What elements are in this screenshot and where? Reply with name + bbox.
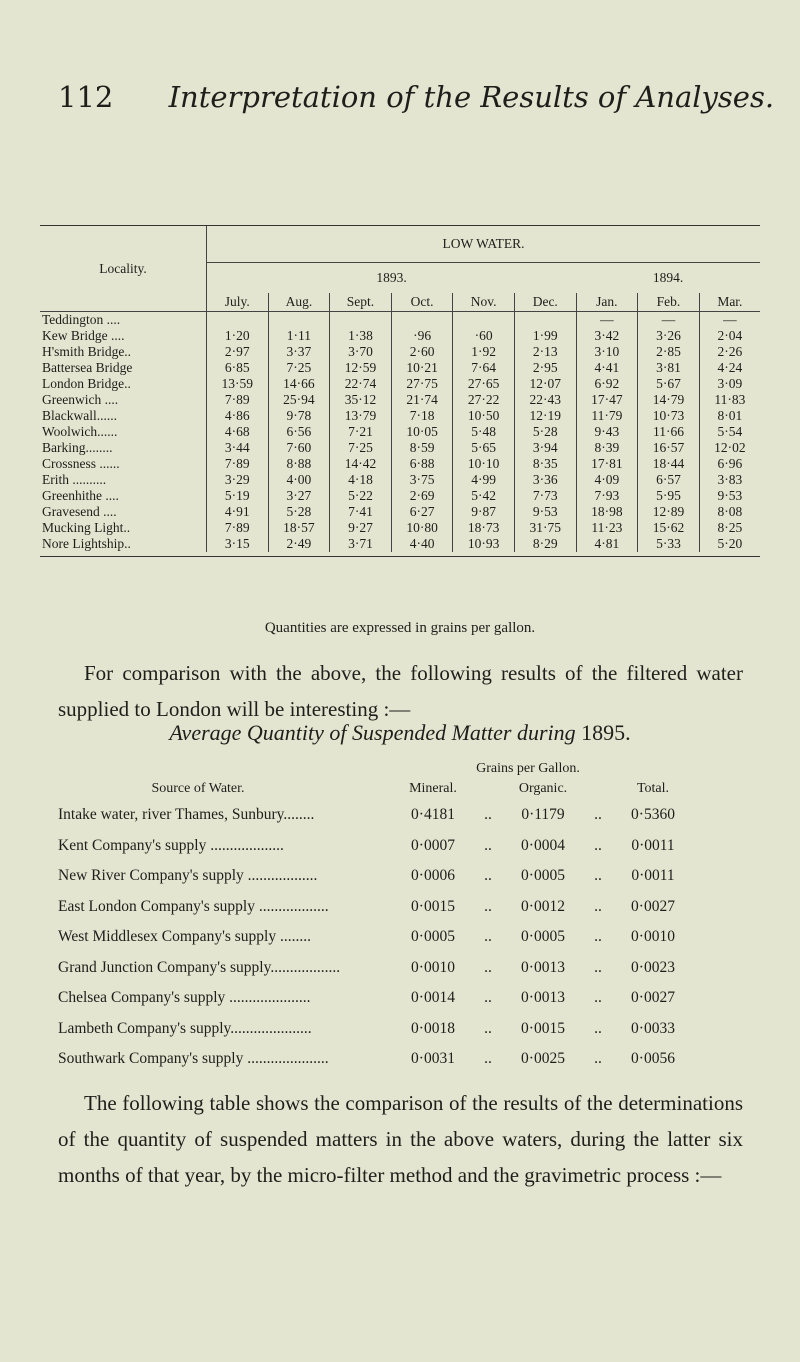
mineral-header: Mineral. <box>409 781 457 796</box>
month-header: July. <box>207 293 269 312</box>
value-cell: 3·15 <box>207 536 269 552</box>
year-1894: 1894. <box>576 263 760 294</box>
table-row <box>58 922 748 953</box>
locality-cell: Greenwich .... <box>42 392 119 407</box>
value-cell: 7·73 <box>514 488 576 504</box>
paragraph-comparison <box>58 655 743 727</box>
value-cell: 2·60 <box>391 344 453 360</box>
separator: .. <box>484 1050 492 1068</box>
value-cell: 1·99 <box>514 328 576 344</box>
value-cell: 2·04 <box>699 328 760 344</box>
source-cell: New River Company's supply .................. <box>58 867 318 885</box>
separator: .. <box>594 1019 602 1037</box>
organic-cell: 0·1179 <box>521 806 565 824</box>
value-cell: 10·10 <box>453 456 515 472</box>
total-cell: 0·0027 <box>631 989 675 1007</box>
locality-cell: H'smith Bridge.. <box>42 344 132 359</box>
value-cell: 3·36 <box>514 472 576 488</box>
value-cell: 11·79 <box>576 408 638 424</box>
total-cell: 0·5360 <box>631 806 675 824</box>
value-cell: 10·05 <box>391 424 453 440</box>
value-cell: 6·85 <box>207 360 269 376</box>
table-row <box>58 953 748 984</box>
value-cell: 18·98 <box>576 504 638 520</box>
table-row <box>40 456 760 472</box>
value-cell: 3·81 <box>638 360 700 376</box>
value-cell: 10·80 <box>391 520 453 536</box>
paragraph-text: For comparison with the above, the following results of the filtered water supplied to London will be interesting :— <box>58 661 743 721</box>
title-year: 1895. <box>581 720 631 745</box>
organic-cell: 0·0012 <box>521 897 565 915</box>
source-cell: Chelsea Company's supply ..................... <box>58 989 311 1007</box>
value-cell: 9·87 <box>453 504 515 520</box>
value-cell: 2·49 <box>268 536 330 552</box>
total-header: Total. <box>636 781 670 796</box>
value-cell: 7·25 <box>330 440 392 456</box>
value-cell: 35·12 <box>330 392 392 408</box>
value-cell: 7·18 <box>391 408 453 424</box>
low-water-title: LOW WATER. <box>207 226 761 263</box>
table-row <box>40 488 760 504</box>
value-cell: 9·43 <box>576 424 638 440</box>
value-cell: 8·39 <box>576 440 638 456</box>
table-row <box>58 892 748 923</box>
locality-cell: Crossness ...... <box>42 456 120 471</box>
value-cell: 11·23 <box>576 520 638 536</box>
mineral-cell: 0·0015 <box>411 897 455 915</box>
value-cell: 10·93 <box>453 536 515 552</box>
separator: .. <box>594 867 602 885</box>
separator: .. <box>594 897 602 915</box>
separator: .. <box>594 928 602 946</box>
value-cell: 13·59 <box>207 376 269 392</box>
table-row <box>58 861 748 892</box>
month-header: Sept. <box>330 293 392 312</box>
value-cell: 5·67 <box>638 376 700 392</box>
value-cell: 3·75 <box>391 472 453 488</box>
value-cell: 6·57 <box>638 472 700 488</box>
value-cell: 3·29 <box>207 472 269 488</box>
organic-cell: 0·0005 <box>521 867 565 885</box>
title-italic: Average Quantity of Suspended Matter during <box>169 720 576 745</box>
mineral-cell: 0·0018 <box>411 1019 455 1037</box>
value-cell: 3·42 <box>576 328 638 344</box>
table-row <box>40 472 760 488</box>
value-cell: 27·22 <box>453 392 515 408</box>
table-row <box>40 392 760 408</box>
month-header: Dec. <box>514 293 576 312</box>
value-cell: — <box>638 312 700 329</box>
value-cell: 22·43 <box>514 392 576 408</box>
value-cell: 4·18 <box>330 472 392 488</box>
table-row <box>40 328 760 344</box>
value-cell: 14·79 <box>638 392 700 408</box>
mineral-cell: 0·0014 <box>411 989 455 1007</box>
value-cell <box>330 312 392 329</box>
value-cell: 10·73 <box>638 408 700 424</box>
total-cell: 0·0011 <box>631 867 675 885</box>
value-cell: — <box>576 312 638 329</box>
value-cell: 9·53 <box>514 504 576 520</box>
locality-cell: Barking........ <box>42 440 113 455</box>
value-cell: 6·27 <box>391 504 453 520</box>
value-cell: 1·20 <box>207 328 269 344</box>
month-header: Mar. <box>699 293 760 312</box>
value-cell: 18·73 <box>453 520 515 536</box>
source-cell: West Middlesex Company's supply ........ <box>58 928 311 946</box>
mineral-cell: 0·0005 <box>411 928 455 946</box>
separator: .. <box>594 958 602 976</box>
value-cell: 9·78 <box>268 408 330 424</box>
value-cell: 4·09 <box>576 472 638 488</box>
table-row <box>58 1044 748 1075</box>
value-cell: 9·53 <box>699 488 760 504</box>
value-cell: 3·37 <box>268 344 330 360</box>
value-cell: 5·54 <box>699 424 760 440</box>
value-cell: 4·81 <box>576 536 638 552</box>
value-cell: 16·57 <box>638 440 700 456</box>
value-cell: 31·75 <box>514 520 576 536</box>
table-row <box>40 424 760 440</box>
locality-cell: Battersea Bridge <box>42 360 133 375</box>
value-cell: 17·47 <box>576 392 638 408</box>
separator: .. <box>594 836 602 854</box>
value-cell: 7·89 <box>207 456 269 472</box>
value-cell: 2·85 <box>638 344 700 360</box>
separator: .. <box>484 897 492 915</box>
value-cell: 5·20 <box>699 536 760 552</box>
source-cell: Southwark Company's supply ..................... <box>58 1050 329 1068</box>
value-cell: 5·95 <box>638 488 700 504</box>
value-cell: 4·24 <box>699 360 760 376</box>
value-cell: 4·99 <box>453 472 515 488</box>
suspended-matter-title <box>0 720 800 746</box>
value-cell: 4·00 <box>268 472 330 488</box>
source-cell: Kent Company's supply ................... <box>58 836 284 854</box>
total-cell: 0·0023 <box>631 958 675 976</box>
value-cell: — <box>699 312 760 329</box>
value-cell: 7·41 <box>330 504 392 520</box>
value-cell: 5·65 <box>453 440 515 456</box>
organic-cell: 0·0004 <box>521 836 565 854</box>
value-cell: 8·59 <box>391 440 453 456</box>
year-1893: 1893. <box>207 263 577 294</box>
value-cell: 5·28 <box>268 504 330 520</box>
table-row <box>40 312 760 329</box>
value-cell: 1·92 <box>453 344 515 360</box>
source-cell: East London Company's supply .................. <box>58 897 329 915</box>
value-cell: 27·65 <box>453 376 515 392</box>
locality-header: Locality. <box>40 226 207 312</box>
value-cell: 6·92 <box>576 376 638 392</box>
mineral-cell: 0·0031 <box>411 1050 455 1068</box>
organic-cell: 0·0013 <box>521 958 565 976</box>
value-cell: 13·79 <box>330 408 392 424</box>
value-cell: 3·70 <box>330 344 392 360</box>
organic-cell: 0·0013 <box>521 989 565 1007</box>
page-number: 112 <box>58 80 114 114</box>
value-cell <box>207 312 269 329</box>
month-header: Nov. <box>453 293 515 312</box>
value-cell: 14·42 <box>330 456 392 472</box>
value-cell: 4·86 <box>207 408 269 424</box>
value-cell: 4·40 <box>391 536 453 552</box>
value-cell: 7·21 <box>330 424 392 440</box>
table-row <box>40 536 760 552</box>
value-cell: 3·10 <box>576 344 638 360</box>
total-cell: 0·0010 <box>631 928 675 946</box>
value-cell: 2·13 <box>514 344 576 360</box>
mineral-cell: 0·0010 <box>411 958 455 976</box>
table-row <box>40 344 760 360</box>
table-row <box>40 440 760 456</box>
value-cell: 5·28 <box>514 424 576 440</box>
source-cell: Intake water, river Thames, Sunbury........ <box>58 806 315 824</box>
value-cell: 1·38 <box>330 328 392 344</box>
value-cell: 7·60 <box>268 440 330 456</box>
organic-cell: 0·0005 <box>521 928 565 946</box>
paragraph-text: The following table shows the comparison of the results of the determinations of the quantity of suspended matters in the above waters, during the latter six months of that year, by the micro-filter method and the gravimetric process :— <box>58 1091 743 1187</box>
separator: .. <box>484 1019 492 1037</box>
mineral-cell: 0·4181 <box>411 806 455 824</box>
table-row <box>40 376 760 392</box>
locality-cell: London Bridge.. <box>42 376 131 391</box>
total-cell: 0·0011 <box>631 836 675 854</box>
low-water-table <box>40 225 760 557</box>
value-cell <box>268 312 330 329</box>
locality-cell: Gravesend .... <box>42 504 117 519</box>
separator: .. <box>484 958 492 976</box>
value-cell: 5·42 <box>453 488 515 504</box>
value-cell: 9·27 <box>330 520 392 536</box>
locality-cell: Erith .......... <box>42 472 107 487</box>
source-header: Source of Water. <box>151 781 245 796</box>
separator: .. <box>484 989 492 1007</box>
value-cell: 18·57 <box>268 520 330 536</box>
table-row <box>58 1014 748 1045</box>
mineral-cell: 0·0007 <box>411 836 455 854</box>
value-cell: 6·96 <box>699 456 760 472</box>
mineral-cell: 0·0006 <box>411 867 455 885</box>
value-cell: 3·83 <box>699 472 760 488</box>
value-cell: 7·64 <box>453 360 515 376</box>
total-cell: 0·0033 <box>631 1019 675 1037</box>
value-cell: 8·29 <box>514 536 576 552</box>
month-header: Aug. <box>268 293 330 312</box>
running-title: Interpretation of the Results of Analyses. <box>168 80 775 114</box>
value-cell: 14·66 <box>268 376 330 392</box>
value-cell: 5·33 <box>638 536 700 552</box>
separator: .. <box>484 867 492 885</box>
month-header: Feb. <box>638 293 700 312</box>
suspended-matter-table <box>58 760 748 1075</box>
value-cell: 7·93 <box>576 488 638 504</box>
separator: .. <box>484 836 492 854</box>
value-cell: 7·89 <box>207 520 269 536</box>
value-cell: 11·66 <box>638 424 700 440</box>
page-header <box>58 80 774 114</box>
table-row <box>40 520 760 536</box>
organic-header: Organic. <box>518 781 568 796</box>
month-header: Jan. <box>576 293 638 312</box>
locality-cell: Mucking Light.. <box>42 520 131 535</box>
locality-cell: Kew Bridge .... <box>42 328 125 343</box>
table-row <box>58 983 748 1014</box>
value-cell: 22·74 <box>330 376 392 392</box>
value-cell: 12·19 <box>514 408 576 424</box>
value-cell: 8·08 <box>699 504 760 520</box>
value-cell: 3·09 <box>699 376 760 392</box>
value-cell: 5·19 <box>207 488 269 504</box>
locality-cell: Nore Lightship.. <box>42 536 131 551</box>
value-cell <box>391 312 453 329</box>
value-cell: 8·01 <box>699 408 760 424</box>
locality-cell: Teddington .... <box>42 312 121 327</box>
total-cell: 0·0056 <box>631 1050 675 1068</box>
value-cell: 5·22 <box>330 488 392 504</box>
value-cell: 2·97 <box>207 344 269 360</box>
value-cell: 10·21 <box>391 360 453 376</box>
value-cell: 18·44 <box>638 456 700 472</box>
value-cell: 5·48 <box>453 424 515 440</box>
value-cell: 3·44 <box>207 440 269 456</box>
value-cell: ·60 <box>453 328 515 344</box>
value-cell: 2·26 <box>699 344 760 360</box>
total-cell: 0·0027 <box>631 897 675 915</box>
value-cell: 8·35 <box>514 456 576 472</box>
organic-cell: 0·0015 <box>521 1019 565 1037</box>
value-cell: 15·62 <box>638 520 700 536</box>
value-cell: 10·50 <box>453 408 515 424</box>
value-cell: 6·56 <box>268 424 330 440</box>
locality-cell: Greenhithe .... <box>42 488 119 503</box>
value-cell: 12·02 <box>699 440 760 456</box>
separator: .. <box>484 806 492 824</box>
value-cell: 11·83 <box>699 392 760 408</box>
table-row <box>40 360 760 376</box>
table-row <box>40 408 760 424</box>
table-row <box>58 831 748 862</box>
grains-per-gallon-header: Grains per Gallon. <box>476 761 580 776</box>
value-cell: 12·07 <box>514 376 576 392</box>
separator: .. <box>484 928 492 946</box>
separator: .. <box>594 989 602 1007</box>
value-cell: 4·68 <box>207 424 269 440</box>
table-caption: Quantities are expressed in grains per gallon. <box>264 620 536 636</box>
table-row <box>40 504 760 520</box>
value-cell: 3·27 <box>268 488 330 504</box>
value-cell: 12·89 <box>638 504 700 520</box>
value-cell <box>514 312 576 329</box>
locality-cell: Blackwall...... <box>42 408 117 423</box>
value-cell: 4·91 <box>207 504 269 520</box>
value-cell: 3·26 <box>638 328 700 344</box>
value-cell: 6·88 <box>391 456 453 472</box>
value-cell: 3·71 <box>330 536 392 552</box>
value-cell: 8·25 <box>699 520 760 536</box>
value-cell: 21·74 <box>391 392 453 408</box>
table-row <box>58 800 748 831</box>
source-cell: Lambeth Company's supply..................... <box>58 1019 312 1037</box>
separator: .. <box>594 1050 602 1068</box>
value-cell: 8·88 <box>268 456 330 472</box>
value-cell: 25·94 <box>268 392 330 408</box>
value-cell: 7·25 <box>268 360 330 376</box>
organic-cell: 0·0025 <box>521 1050 565 1068</box>
value-cell: 3·94 <box>514 440 576 456</box>
value-cell: 12·59 <box>330 360 392 376</box>
value-cell: 2·95 <box>514 360 576 376</box>
value-cell: 17·81 <box>576 456 638 472</box>
value-cell: 2·69 <box>391 488 453 504</box>
value-cell: ·96 <box>391 328 453 344</box>
value-cell: 1·11 <box>268 328 330 344</box>
separator: .. <box>594 806 602 824</box>
locality-cell: Woolwich...... <box>42 424 118 439</box>
value-cell: 4·41 <box>576 360 638 376</box>
value-cell <box>453 312 515 329</box>
month-header: Oct. <box>391 293 453 312</box>
source-cell: Grand Junction Company's supply.................. <box>58 958 341 976</box>
value-cell: 27·75 <box>391 376 453 392</box>
paragraph-following-table <box>58 1085 743 1193</box>
value-cell: 7·89 <box>207 392 269 408</box>
